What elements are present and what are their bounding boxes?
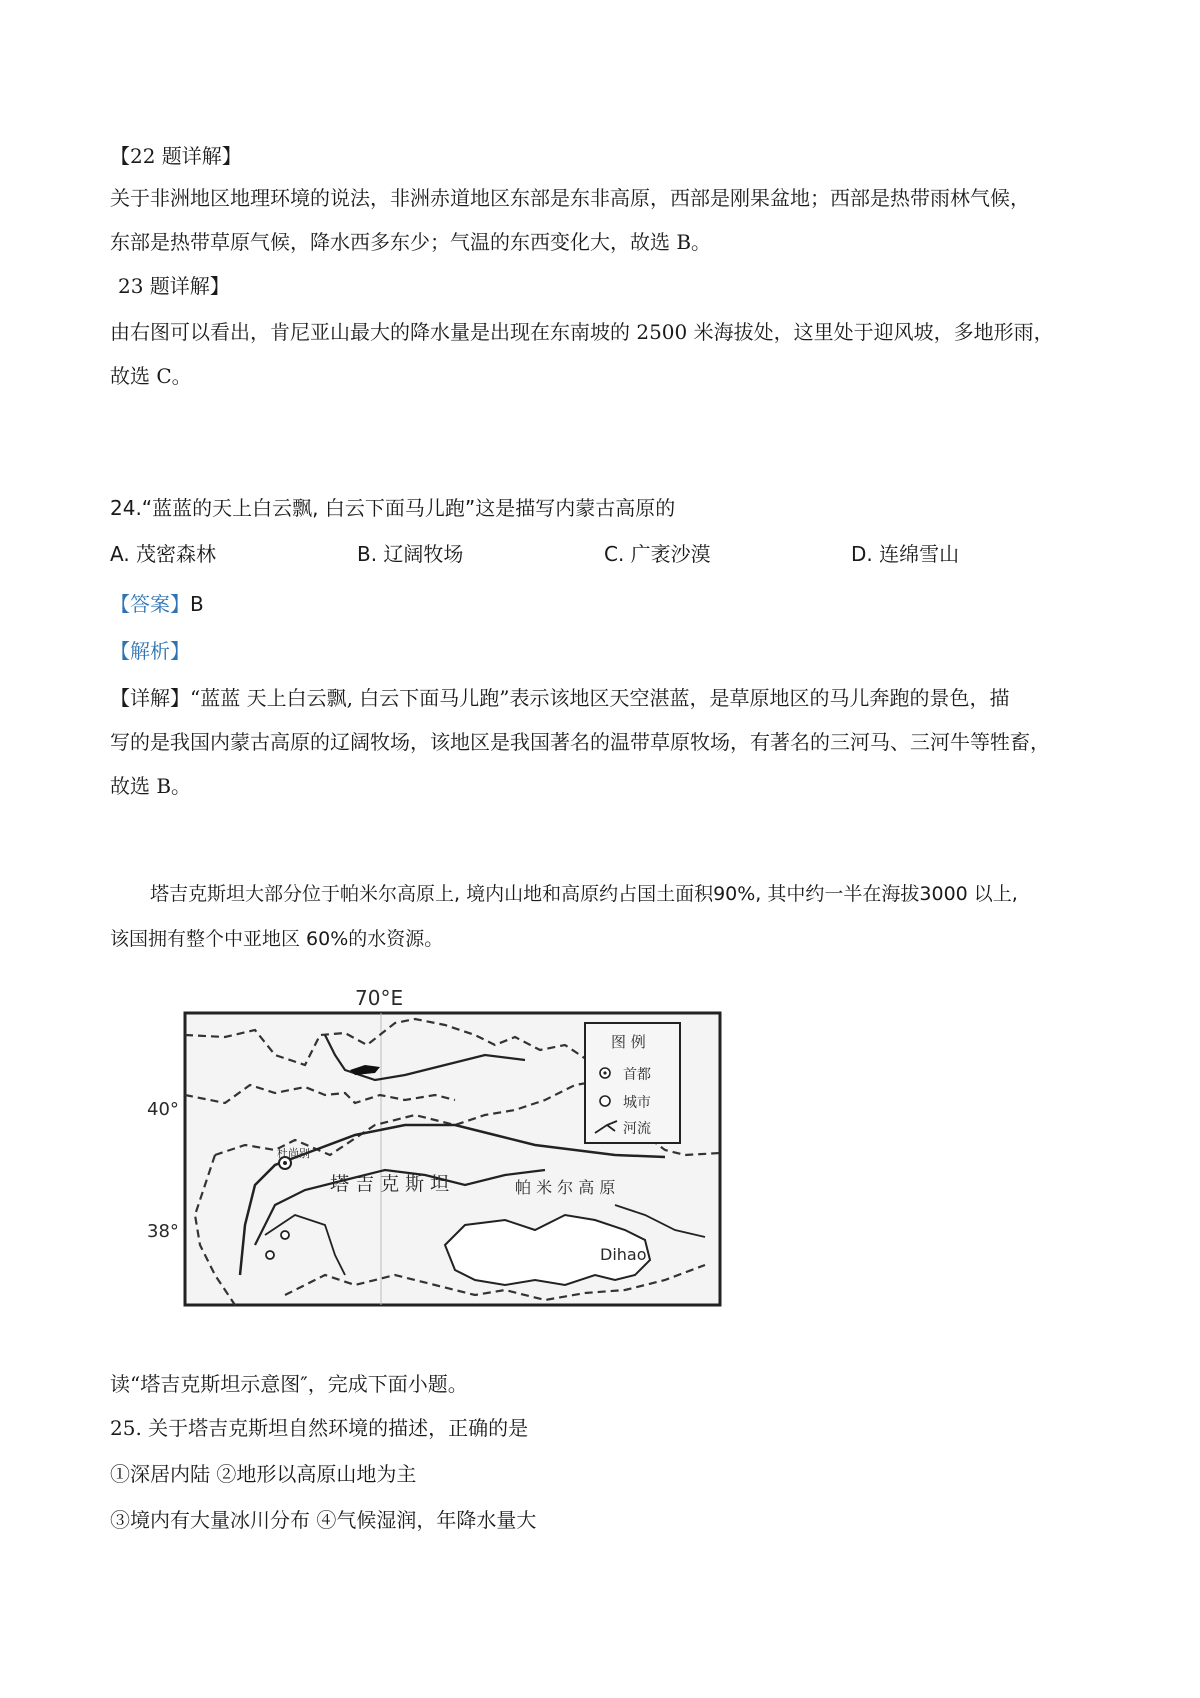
- capital-label: 杜尚别: [277, 1147, 310, 1160]
- q22-heading: 【22 题详解】: [110, 144, 242, 168]
- plateau-label: 帕 米 尔 高 原: [515, 1178, 616, 1197]
- passage-line-2: 该国拥有整个中亚地区 60%的水资源。: [110, 928, 444, 950]
- city-marker-1: [281, 1231, 289, 1239]
- q23-text-line-2: 故选 C。: [110, 364, 192, 388]
- legend-city-icon: [600, 1096, 610, 1106]
- answer-value: B: [190, 592, 204, 616]
- q24-detail-line-2: 写的是我国内蒙古高原的辽阔牧场，该地区是我国著名的温带草原牧场，有著名的三河马、三河牛等牲畜，: [110, 730, 1050, 754]
- q22-text-line-2: 东部是热带草原气候，降水西多东少；气温的东西变化大，故选 B。: [110, 230, 712, 254]
- lat-label-40: 40°: [147, 1099, 179, 1120]
- tajikistan-map: [145, 975, 730, 1335]
- country-label: 塔 吉 克 斯 坦: [330, 1173, 450, 1195]
- q24-option-b: B. 辽阔牧场: [357, 542, 464, 566]
- lat-label-38: 38°: [147, 1221, 179, 1242]
- q24-option-a: A. 茂密森林: [110, 542, 217, 566]
- legend-capital-label: 首都: [623, 1067, 651, 1083]
- q24-option-c: C. 广袤沙漠: [604, 542, 711, 566]
- legend-city-label: 城市: [623, 1095, 651, 1111]
- q24-answer: [110, 590, 204, 618]
- q24-stem: 24.“蓝蓝的天上白云飘, 白云下面马儿跑”这是描写内蒙古高原的: [110, 496, 676, 520]
- answer-label: 【答案】: [110, 592, 190, 616]
- q25-choices-line-2: ③境内有大量冰川分布 ④气候湿润，年降水量大: [110, 1508, 537, 1532]
- q25-stem: 25. 关于塔吉克斯坦自然环境的描述，正确的是: [110, 1416, 529, 1440]
- legend-river-label: 河流: [623, 1121, 651, 1137]
- q24-detail-line-3: 故选 B。: [110, 774, 192, 798]
- q23-text-line-1: 由右图可以看出，肯尼亚山最大的降水量是出现在东南坡的 2500 米海拔处，这里处于迎风坡，多地形雨，: [110, 320, 1054, 344]
- lon-label: 70°E: [355, 986, 404, 1010]
- q25-choices-line-1: ①深居内陆 ②地形以高原山地为主: [110, 1462, 417, 1486]
- city-marker-2: [266, 1251, 274, 1259]
- q22-text-line-1: 关于非洲地区地理环境的说法，非洲赤道地区东部是东非高原，西部是刚果盆地；西部是热带雨林气候，: [110, 186, 1030, 210]
- q24-analysis-label: 【解析】: [110, 639, 190, 663]
- passage-line-1: 塔吉克斯坦大部分位于帕米尔高原上, 境内山地和高原约占国土面积90%, 其中约一半在海拔3000 以上,: [150, 883, 1018, 905]
- read-instruction: 读“塔吉克斯坦示意图″，完成下面小题。: [110, 1372, 468, 1396]
- q24-detail-line-1: 【详解】“蓝蓝 天上白云飘, 白云下面马儿跑”表示该地区天空湛蓝，是草原地区的马儿奔跑的景色，描: [110, 686, 1010, 710]
- q24-options: [110, 540, 1010, 568]
- q23-heading: 23 题详解】: [118, 274, 230, 298]
- q24-option-d: D. 连绵雪山: [851, 542, 960, 566]
- city-label-dihao: Dihao: [600, 1245, 647, 1264]
- legend-title: 图 例: [611, 1033, 646, 1051]
